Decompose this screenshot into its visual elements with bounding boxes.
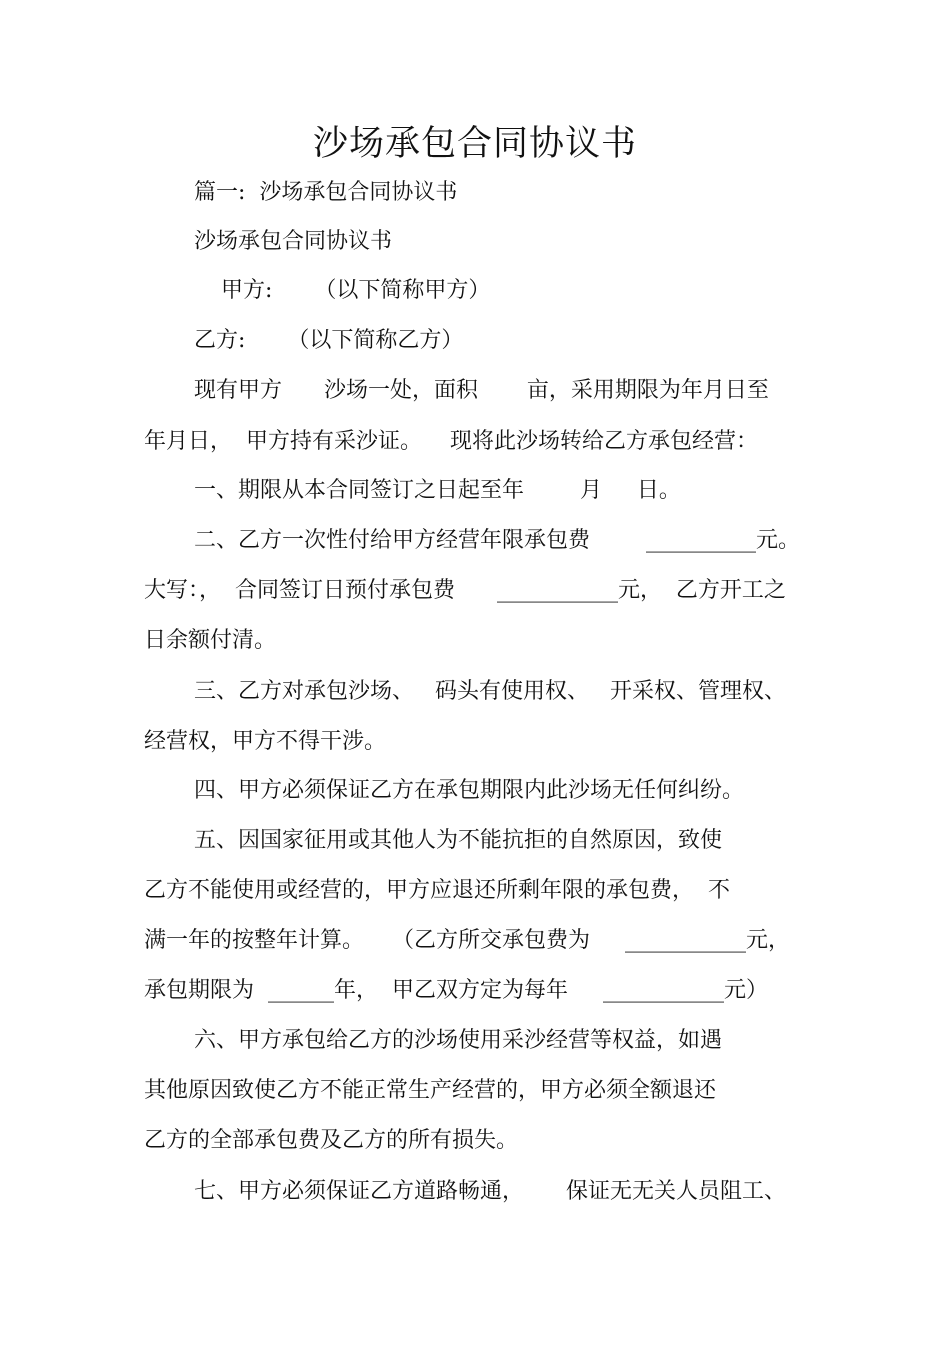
party-b: 乙方: （以下简称乙方） [194, 328, 464, 353]
paragraph-line: 乙方的全部承包费及乙方的所有损失。 [144, 1128, 519, 1153]
paragraph-line: 承包期限为 ______年， 甲乙双方定为每年 ___________元） [144, 978, 768, 1003]
paragraph-line: 乙方不能使用或经营的，甲方应退还所剩年限的承包费， 不 [144, 878, 730, 903]
clause-two: 二、乙方一次性付给甲方经营年限承包费 __________元。 [194, 528, 800, 553]
heading-part-one: 篇一: 沙场承包合同协议书 [194, 180, 458, 205]
paragraph-line: 满一年的按整年计算。 （乙方所交承包费为 ___________元， [144, 928, 790, 953]
clause-seven: 七、甲方必须保证乙方道路畅通， 保证无无关人员阻工、 [194, 1179, 786, 1204]
party-a: 甲方: （以下简称甲方） [221, 278, 491, 303]
clause-five: 五、因国家征用或其他人为不能抗拒的自然原因，致使 [194, 828, 723, 853]
paragraph-line: 年月日， 甲方持有采沙证。 现将此沙场转给乙方承包经营： [144, 429, 758, 454]
paragraph-line: 大写：， 合同签订日预付承包费 ___________元， 乙方开工之 [144, 578, 786, 603]
paragraph-line: 日余额付清。 [144, 628, 277, 653]
clause-six: 六、甲方承包给乙方的沙场使用采沙经营等权益，如遇 [194, 1028, 723, 1053]
paragraph-line: 现有甲方 沙场一处，面积 亩，采用期限为年月日至 [194, 378, 769, 403]
clause-one: 一、期限从本合同签订之日起至年 月 日。 [194, 478, 681, 503]
paragraph-line: 经营权，甲方不得干涉。 [144, 729, 387, 754]
clause-four: 四、甲方必须保证乙方在承包期限内此沙场无任何纠纷。 [194, 778, 745, 803]
document-title: 沙场承包合同协议书 [312, 124, 637, 164]
subtitle: 沙场承包合同协议书 [194, 229, 393, 254]
paragraph-line: 其他原因致使乙方不能正常生产经营的，甲方必须全额退还 [144, 1078, 717, 1103]
clause-three: 三、乙方对承包沙场、 码头有使用权、 开采权、管理权、 [194, 679, 786, 704]
